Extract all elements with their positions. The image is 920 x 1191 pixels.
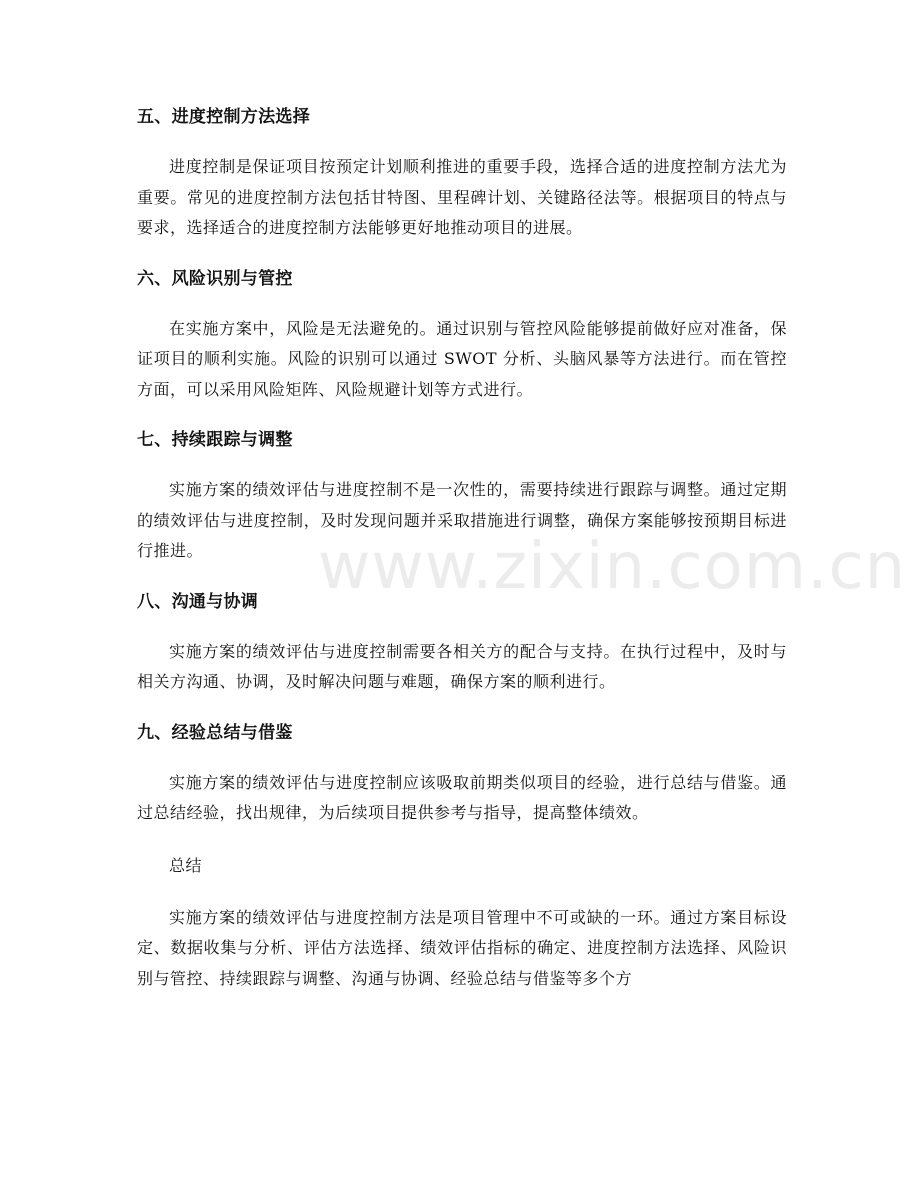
section-8 [137,589,787,720]
section-paragraph: 实施方案的绩效评估与进度控制需要各相关方的配合与支持。在执行过程中，及时与相关方沟通、协调，及时解决问题与难题，确保方案的顺利进行。 [137,641,787,691]
document-content [137,104,787,994]
section-heading: 六、风险识别与管控 [137,268,293,289]
summary-section [137,851,787,995]
section-6 [137,266,787,428]
section-heading: 五、进度控制方法选择 [137,107,310,127]
section-paragraph: 在实施方案中，风险是无法避免的。通过识别与管控风险能够提前做好应对准备，保证项目的顺利实施。风险的识别可以通过 SWOT 分析、头脑风暴等方法进行。而在管控方面，可以采用风险矩阵、风险规避计划等方式进行。 [137,318,787,399]
section-9 [137,720,787,851]
section-heading: 八、沟通与协调 [137,591,259,612]
section-5 [137,104,787,266]
section-paragraph: 实施方案的绩效评估与进度控制不是一次性的，需要持续进行跟踪与调整。通过定期的绩效评估与进度控制，及时发现问题并采取措施进行调整，确保方案能够按预期目标进行推进。 [137,480,787,560]
section-paragraph: 进度控制是保证项目按预定计划顺利推进的重要手段，选择合适的进度控制方法尤为重要。常见的进度控制方法包括甘特图、里程碑计划、关键路径法等。根据项目的特点与要求，选择适合的进度控制方法能够更好地推动项目的进展。 [137,157,787,237]
section-heading: 九、经验总结与借鉴 [137,722,293,743]
watermark: www.zixin.com.cn [318,530,907,604]
section-heading: 七、持续跟踪与调整 [137,430,293,450]
section-7 [137,427,787,589]
section-paragraph: 实施方案的绩效评估与进度控制应该吸取前期类似项目的经验，进行总结与借鉴。通过总结经验，找出规律，为后续项目提供参考与指导，提高整体绩效。 [137,772,787,822]
summary-label: 总结 [169,855,203,875]
summary-paragraph: 实施方案的绩效评估与进度控制方法是项目管理中不可或缺的一环。通过方案目标设定、数据收集与分析、评估方法选择、绩效评估指标的确定、进度控制方法选择、风险识别与管控、持续跟踪与调整、沟通与协调、经验总结与借鉴等多个方 [137,907,787,988]
